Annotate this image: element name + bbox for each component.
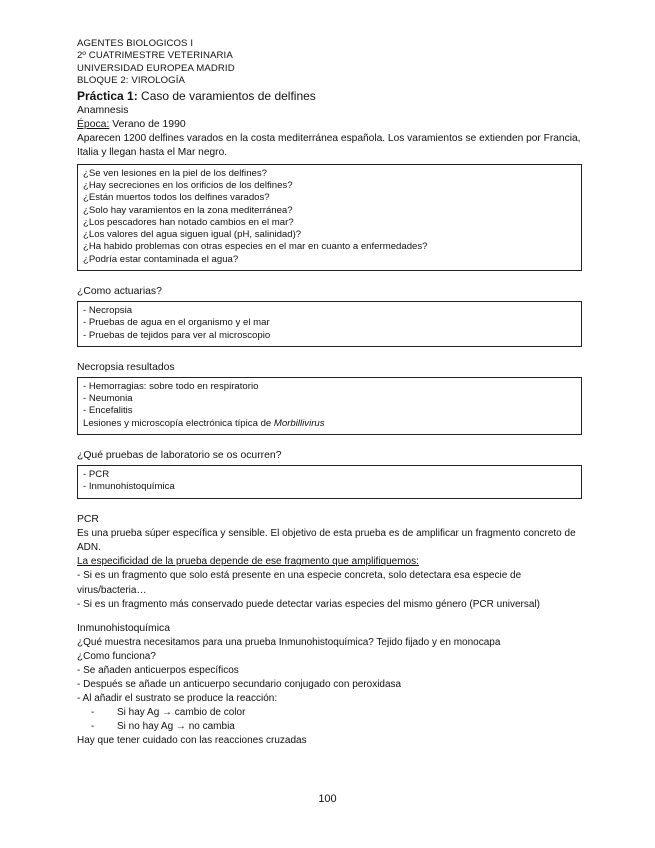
ihq-heading: Inmunohistoquímica bbox=[77, 622, 170, 634]
lab-item: - PCR bbox=[83, 469, 110, 481]
sub-text: Si hay Ag → cambio de color bbox=[117, 706, 246, 718]
pcr-bullet: - Si es un fragmento más conservado puede detectar varias especies del mismo género (PCR universal) bbox=[77, 598, 540, 610]
pcr-text: Es una prueba súper específica y sensible. El objetivo de esta prueba es de amplificar un fragmento concreto de ADN. bbox=[77, 527, 576, 553]
page-number: 100 bbox=[318, 793, 337, 805]
necropsia-box bbox=[77, 377, 582, 435]
lesion-line bbox=[83, 418, 577, 430]
question-item: ¿Ha habido problemas con otras especies en el mar en cuanto a enfermedades? bbox=[83, 241, 428, 253]
necropsia-heading: Necropsia resultados bbox=[77, 361, 175, 373]
question-item: ¿Los valores del agua siguen igual (pH, salinidad)? bbox=[83, 229, 302, 241]
title-bold: Práctica 1: bbox=[77, 88, 138, 103]
ihq-line: ¿Qué muestra necesitamos para una prueba Inmunohistoquímica? Tejido fijado y en monocapa bbox=[77, 636, 501, 648]
questions-box bbox=[77, 164, 582, 271]
question-item: ¿Se ven lesiones en la piel de los delfines? bbox=[83, 167, 267, 179]
lesion-text: Lesiones y microscopía electrónica típica de bbox=[83, 417, 274, 429]
page-title bbox=[77, 89, 582, 104]
ihq-footer: Hay que tener cuidado con las reacciones cruzadas bbox=[77, 734, 307, 746]
pcr-underlined: La especificidad de la prueba depende de ese fragmento que amplifiquemos: bbox=[77, 556, 419, 568]
header-line: AGENTES BIOLOGICOS I bbox=[77, 38, 194, 49]
actuar-box bbox=[77, 301, 582, 347]
actuar-item: - Necropsia bbox=[83, 305, 133, 316]
header-line: 2º CUATRIMESTRE VETERINARIA bbox=[77, 50, 233, 62]
sub-dash: - bbox=[91, 720, 95, 732]
lab-box bbox=[77, 465, 582, 499]
epoca-value: Verano de 1990 bbox=[109, 118, 186, 130]
question-item: ¿Están muertos todos los delfines varados? bbox=[83, 192, 270, 204]
necropsia-item: - Neumonia bbox=[83, 393, 133, 405]
ihq-line: ¿Como funciona? bbox=[77, 650, 156, 662]
question-item: ¿Solo hay varamientos en la zona mediterránea? bbox=[83, 204, 293, 216]
sub-dash: - bbox=[91, 706, 95, 718]
lab-heading: ¿Qué pruebas de laboratorio se os ocurren? bbox=[77, 450, 282, 462]
anamnesis-text: Aparecen 1200 delfines varados en la costa mediterránea española. Los varamientos se extienden por Francia, Italia y llegan hasta el Mar negro. bbox=[77, 132, 581, 159]
sub-text: Si no hay Ag → no cambia bbox=[117, 720, 235, 732]
lab-item: - Inmunohistoquímica bbox=[83, 481, 175, 493]
ihq-sub-item bbox=[77, 720, 582, 734]
question-item: ¿Hay secreciones en los orificios de los delfines? bbox=[83, 179, 293, 191]
ihq-line: - Al añadir el sustrato se produce la reacción: bbox=[77, 692, 278, 704]
pcr-heading: PCR bbox=[77, 513, 99, 525]
pcr-bullet: - Si es un fragmento que solo está presente en una especie concreta, solo detectara esa especie de virus/bacteria… bbox=[77, 570, 522, 596]
header-line: BLOQUE 2: VIROLOGÍA bbox=[77, 75, 185, 87]
necropsia-item: - Encefalitis bbox=[83, 405, 133, 417]
title-rest: Caso de varamientos de delfines bbox=[137, 88, 316, 103]
document-page bbox=[77, 38, 582, 748]
actuar-item: - Pruebas de tejidos para ver al microscopio bbox=[83, 329, 271, 341]
ihq-line: - Se añaden anticuerpos específicos bbox=[77, 664, 239, 676]
actuar-item: - Pruebas de agua en el organismo y el mar bbox=[83, 317, 270, 329]
anamnesis-heading: Anamnesis bbox=[77, 104, 129, 116]
epoca-label: Época: bbox=[77, 118, 110, 130]
necropsia-item: - Hemorragias: sobre todo en respiratorio bbox=[83, 380, 259, 392]
lesion-italic: Morbillivirus bbox=[273, 417, 325, 429]
ihq-sub-item bbox=[77, 706, 582, 720]
document-header bbox=[77, 38, 582, 88]
question-item: ¿Podría estar contaminada el agua? bbox=[83, 253, 239, 265]
ihq-line: - Después se añade un anticuerpo secundario conjugado con peroxidasa bbox=[77, 678, 402, 690]
epoca-line bbox=[77, 118, 582, 132]
header-line: UNIVERSIDAD EUROPEA MADRID bbox=[77, 62, 235, 74]
actuar-heading: ¿Como actuarias? bbox=[77, 286, 162, 297]
question-item: ¿Los pescadores han notado cambios en el mar? bbox=[83, 216, 294, 228]
